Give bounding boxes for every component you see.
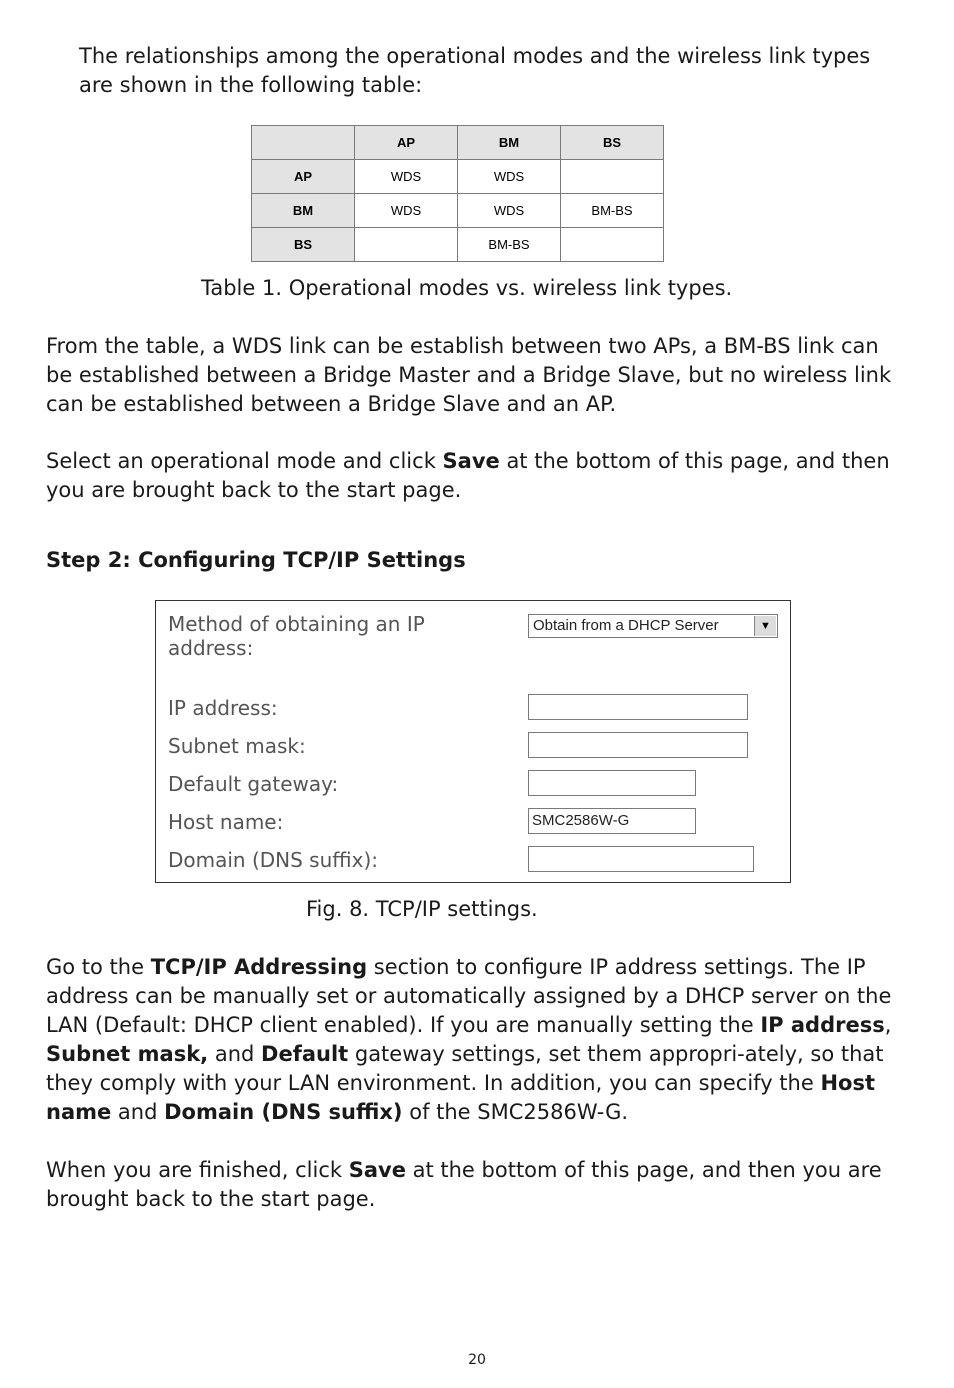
domain-suffix-input[interactable] xyxy=(528,846,754,872)
default-gateway-label: Default gateway: xyxy=(168,772,339,796)
default-gateway-input[interactable] xyxy=(528,770,696,796)
domain-suffix-label: Domain (DNS suffix): xyxy=(168,848,378,872)
text-run: at the bottom of this page, and then you are brought back to the start page. xyxy=(46,1158,882,1211)
chevron-down-icon[interactable]: ▼ xyxy=(754,616,776,636)
save-emphasis: Save xyxy=(442,449,500,473)
bold-term: TCP/IP Addressing xyxy=(150,955,368,979)
subnet-mask-input[interactable] xyxy=(528,732,748,758)
table-cell: WDS xyxy=(458,194,561,228)
host-name-label: Host name: xyxy=(168,810,284,834)
table-cell xyxy=(355,228,458,262)
table-header-cell: BM xyxy=(458,126,561,160)
table-row xyxy=(252,160,664,194)
text-run: and xyxy=(208,1042,262,1066)
figure-caption: Fig. 8. TCP/IP settings. xyxy=(306,897,538,921)
table-cell: WDS xyxy=(355,194,458,228)
step-heading: Step 2: Configuring TCP/IP Settings xyxy=(46,548,466,572)
text-run: of the SMC2586W-G. xyxy=(402,1100,629,1124)
bold-term: Domain (DNS suffix) xyxy=(164,1100,403,1124)
ip-address-input[interactable] xyxy=(528,694,748,720)
intro-paragraph: The relationships among the operational modes and the wireless link types are shown in the following table: xyxy=(79,44,871,97)
text-run: Go to the xyxy=(46,955,151,979)
table-header-row xyxy=(252,126,664,160)
text-run: gateway settings, set them appropri-ately, so that they comply with your LAN environment. In addition, you can specify the xyxy=(46,1042,884,1095)
tcpip-paragraph xyxy=(46,953,906,1127)
method-label: Method of obtaining an IP address: xyxy=(168,612,425,660)
table-header-cell: BS xyxy=(561,126,664,160)
table-corner-cell xyxy=(252,126,355,160)
ip-method-select[interactable] xyxy=(528,614,778,638)
bold-term: Host name xyxy=(46,1071,875,1124)
row-header-cell: BS xyxy=(252,228,355,262)
modes-table xyxy=(251,125,664,262)
host-name-input[interactable]: SMC2586W-G xyxy=(528,808,696,834)
table-header-cell: AP xyxy=(355,126,458,160)
save-emphasis: Save xyxy=(348,1158,406,1182)
bold-term: Default xyxy=(261,1042,349,1066)
text-run: When you are finished, click xyxy=(46,1158,349,1182)
text-run: , xyxy=(884,1013,892,1037)
ip-address-label: IP address: xyxy=(168,696,278,720)
text-run: section to configure IP address settings. The IP address can be manually set or automatically assigned by a DHCP server on the LAN (Default: DHCP client enabled). If you are manually setting the xyxy=(46,955,892,1037)
table-cell: WDS xyxy=(458,160,561,194)
text-run: at the bottom of this page, and then you are brought back to the start page. xyxy=(46,449,890,502)
links-paragraph: From the table, a WDS link can be establish between two APs, a BM-BS link can be established between a Bridge Master and a Bridge Slave, but no wireless link can be established between a Bridge Slave and an AP. xyxy=(46,334,892,416)
row-header-cell: AP xyxy=(252,160,355,194)
finish-paragraph xyxy=(46,1156,906,1214)
row-header-cell: BM xyxy=(252,194,355,228)
tcpip-settings-figure xyxy=(155,600,791,883)
subnet-mask-label: Subnet mask: xyxy=(168,734,306,758)
select-value: Obtain from a DHCP Server xyxy=(533,617,719,634)
select-mode-paragraph xyxy=(46,447,906,505)
page-number: 20 xyxy=(468,1352,486,1368)
bold-term: Subnet mask, xyxy=(46,1042,209,1066)
bold-term: IP address xyxy=(760,1013,885,1037)
table-row xyxy=(252,228,664,262)
table-row xyxy=(252,194,664,228)
text-run: Select an operational mode and click xyxy=(46,449,443,473)
table-cell: BM-BS xyxy=(561,194,664,228)
table-cell: WDS xyxy=(355,160,458,194)
table-cell: BM-BS xyxy=(458,228,561,262)
table-cell xyxy=(561,160,664,194)
table-cell xyxy=(561,228,664,262)
text-run: and xyxy=(111,1100,165,1124)
table-caption: Table 1. Operational modes vs. wireless link types. xyxy=(201,276,733,300)
